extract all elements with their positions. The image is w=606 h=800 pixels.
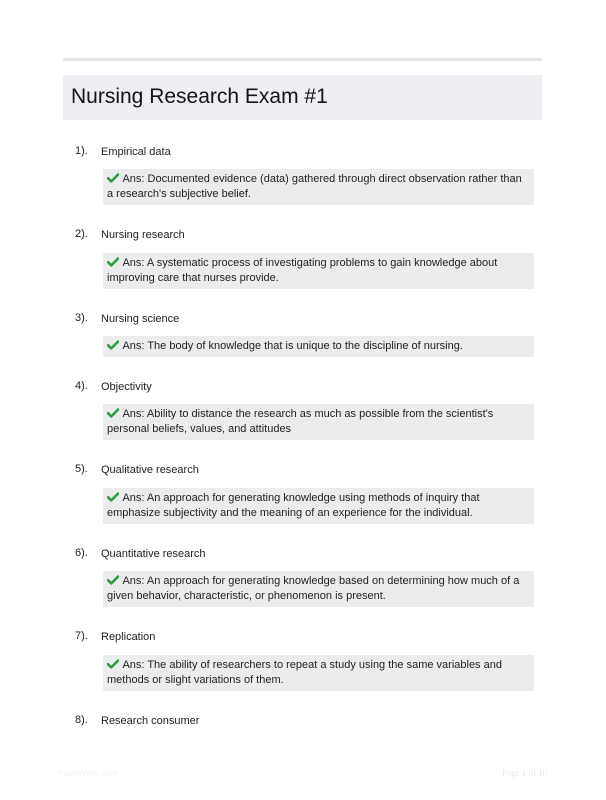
- answer-box: [103, 169, 534, 205]
- check-icon: [107, 659, 119, 669]
- answer-box: [103, 571, 534, 607]
- check-icon: [107, 492, 119, 502]
- answer-prefix: Ans:: [122, 575, 145, 587]
- question-number: 2).: [75, 228, 88, 240]
- answer-box: [103, 404, 534, 440]
- question-term: Objectivity: [101, 381, 152, 393]
- question-term: Research consumer: [101, 715, 200, 727]
- question-term: Qualitative research: [101, 464, 199, 476]
- check-icon: [107, 257, 119, 267]
- page-title: Nursing Research Exam #1: [71, 85, 328, 108]
- footer-site: PaperWiki.com: [58, 768, 119, 778]
- question-term: Quantitative research: [101, 548, 206, 560]
- check-icon: [107, 173, 119, 183]
- answer-prefix: Ans:: [122, 340, 145, 352]
- question-number: 4).: [75, 380, 88, 392]
- top-divider: [63, 58, 542, 61]
- answer-box: [103, 336, 534, 357]
- title-bar: [63, 75, 542, 120]
- answer-prefix: Ans:: [122, 659, 145, 671]
- question-number: 3).: [75, 312, 88, 324]
- question-term: Nursing research: [101, 229, 185, 241]
- question-term: Nursing science: [101, 313, 180, 325]
- answer-text: Ability to distance the research as much as possible from the scientist's personal beliefs, values, and attitudes: [107, 408, 494, 435]
- answer-prefix: Ans:: [122, 173, 145, 185]
- answer-prefix: Ans:: [122, 257, 145, 269]
- answer-text: Documented evidence (data) gathered through direct observation rather than a research's subjective belief.: [107, 173, 522, 200]
- question-number: 5).: [75, 463, 88, 475]
- question-number: 8).: [75, 714, 88, 726]
- question-term: Empirical data: [101, 146, 171, 158]
- question-number: 7).: [75, 630, 88, 642]
- question-number: 1).: [75, 145, 88, 157]
- answer-text: An approach for generating knowledge based on determining how much of a given behavior, characteristic, or phenomenon is present.: [107, 575, 520, 602]
- answer-text: The ability of researchers to repeat a study using the same variables and methods or slight variations of them.: [107, 659, 502, 686]
- answer-text: An approach for generating knowledge using methods of inquiry that emphasize subjectivity and the meaning of an experience for the individual.: [107, 492, 480, 519]
- check-icon: [107, 408, 119, 418]
- question-term: Replication: [101, 631, 156, 643]
- answer-text: The body of knowledge that is unique to the discipline of nursing.: [147, 340, 463, 352]
- answer-prefix: Ans:: [122, 408, 145, 420]
- check-icon: [107, 575, 119, 585]
- answer-text: A systematic process of investigating problems to gain knowledge about improving care that nurses provide.: [107, 257, 498, 284]
- check-icon: [107, 340, 119, 350]
- answer-box: [103, 655, 534, 691]
- question-number: 6).: [75, 547, 88, 559]
- answer-prefix: Ans:: [122, 492, 145, 504]
- footer-page-number: Page 1 of 10: [502, 768, 548, 778]
- answer-box: [103, 488, 534, 524]
- answer-box: [103, 253, 534, 289]
